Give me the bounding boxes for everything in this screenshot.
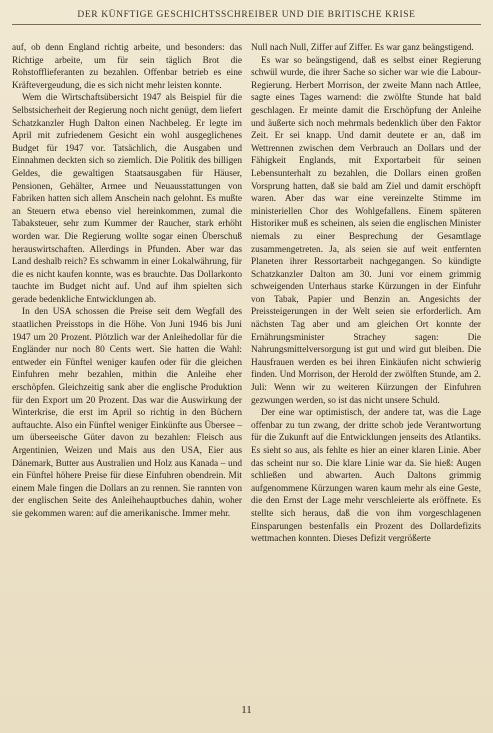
paragraph: auf, ob denn England richtig arbeite, und besonders: das Richtige arbeite, um für sein täglich Brot die Rohstofflieferanten zu bezahlen. Offenbar betrieb es eine Kräftevergeudung, die es sich nicht mehr leisten konnte. bbox=[12, 43, 242, 91]
paragraph: Wem die Wirtschaftsübersicht 1947 als Beispiel für die Selbstsicherheit der Regierung noch nicht genügt, dem liefert Schatzkanzler Hugh Dalton einen Nachbeleg. Er legte im April mit zufriedenem Gesicht ein wohl ausgeglichenes Budget für 1947 vor. Tatsächlich, die Ausgaben und Einnahmen deckten sich so ziemlich. Die Politik des billigen Geldes, die gewaltigen Staatsausgaben für Häuser, Pensionen, Gehälter, Armee und Neuausstattungen von Fabriken hatten sich allem Anschein nach gelohnt. Es mußte an Steuern etwa ebenso viel hereinkommen, zumal die Tabaksteuer, sehr zum Kummer der Raucher, stark erhöht worden war. Die Regierung wollte sogar einen Überschuß herauswirtschaften. Allerdings in Pfunden. Aber war das Land deshalb reich? Es schwamm in einer Lokalwährung, für die es nicht kaufen konnte, was es brauchte. Das Dollarkonto tauchte im Budget nicht auf. Und auf ihm spielten sich gerade bedenkliche Entwicklungen ab. bbox=[12, 93, 242, 305]
paragraph: Null nach Null, Ziffer auf Ziffer. Es war ganz beängstigend. bbox=[251, 43, 474, 53]
paragraph: In den USA schossen die Preise seit dem Wegfall des staatlichen Preisstops in die Höhe. Von Juni 1946 bis Juni 1947 um 20 Prozent. Plötzlich war der Anleihedollar für die Engländer nur noch 80 Cents wert. Sie hatten die Wahl: entweder ein Fünftel weniger kaufen oder für die gleichen Einfuhren mehr bezahlen, mithin die Anleihe eher erschöpfen. Gleichzeitig sank aber die englische Produktion für den Export um 20 Prozent. Das war die Auswirkung der Winterkrise, die erst im April so richtig in den Büchern auftauchte. Also ein Fünftel weniger Einkünfte aus Übersee – um überseeische Güter davon zu bezahlen: Fleisch aus Argentinien, Weizen und Mais aus den USA, Eier aus Dänemark, Butter aus Australien und Holz aus Kanada – und ein Fünftel höhere Preise für diese Einfuhren obendrein. Mit einem Male fingen die Dollars an zu rennen. Sie rannten von der englischen Seite des Anleihehauptbuches dahin, woher sie gekommen waren: auf die amerikanische. Immer mehr. bbox=[12, 307, 242, 519]
text-columns bbox=[12, 42, 481, 682]
right-column bbox=[251, 42, 481, 682]
paragraph: Es war so beängstigend, daß es selbst einer Regierung schwül wurde, die ihrer Sache so sicher war wie die Labour-Regierung. Herbert Morrison, der zweite Mann nach Attlee, sagte eines Tages warnend: die zwölfte Stunde hat bald geschlagen. Er meinte damit die Erschöpfung der Anleihe und äußerte sich noch mehrmals bedenklich über den Faktor Zeit. Er sei knapp. Und damit deutete er an, daß im Wettrennen zwischen dem Verbrauch an Dollars und der Fähigkeit Englands, mit Exportarbeit für seinen Lebensunterhalt zu bezahlen, die Dollars einen großen Vorsprung hatten, daß sie bald am Ziel und damit erschöpft waren. Aber das war eine vereinzelte Stimme im ministeriellen Chor des Wohlgefallens. Einem späteren Historiker muß es scheinen, als seien die englischen Minister niemals zu einer Besprechung der Gesamtlage zusammengetreten. Ja, als seien sie auf weit entfernten Planeten ihrer Ressortarbeit nachgegangen. So kündigte Schatzkanzler Dalton am 30. Juni vor einem grimmig schweigenden Unterhaus starke Kürzungen in der Einfuhr von Tabak, Papier und Benzin an. Angesichts der Preissteigerungen in der Welt seien sie erforderlich. Am nächsten Tag aber und am gleichen Ort konnte der Ernährungsminister Strachey sagen: Die Nahrungsmittelversorgung ist gut und wird gut bleiben. Die Hausfrauen werden es bei ihren Einkäufen nicht schwierig finden. Und Morrison, der Herold der zwölften Stunde, am 2. Juli: Wenn wir zu weiteren Kürzungen der Einfuhren gezwungen werden, so ist das nicht unsere Schuld. bbox=[251, 55, 481, 406]
paragraph: Der eine war optimistisch, der andere tat, was die Lage offenbar zu tun zwang, der dritte schob jede Verantwortung für die Zukunft auf die Entwicklungen jenseits des Atlantiks. Es sieht so aus, als fehlte es hier an einer klaren Linie. Aber das scheint nur so. Die klare Linie war da. Sie hieß: Augen schließen und abwarten. Auch Daltons grimmig aufgenommene Kürzungen waren kaum mehr als eine Geste, die den Ernst der Lage mehr verschleierte als eröffnete. Es stellte sich heraus, daß die von ihm vorgeschlagenen Einsparungen bestenfalls ein Prozent des Dollardefizits wettmachen konnten. Dieses Defizit vergrößerte bbox=[251, 408, 481, 545]
page-number: 11 bbox=[241, 704, 252, 716]
left-column bbox=[12, 42, 242, 682]
running-header: DER KÜNFTIGE GESCHICHTSSCHREIBER UND DIE BRITISCHE KRISE bbox=[12, 6, 481, 25]
